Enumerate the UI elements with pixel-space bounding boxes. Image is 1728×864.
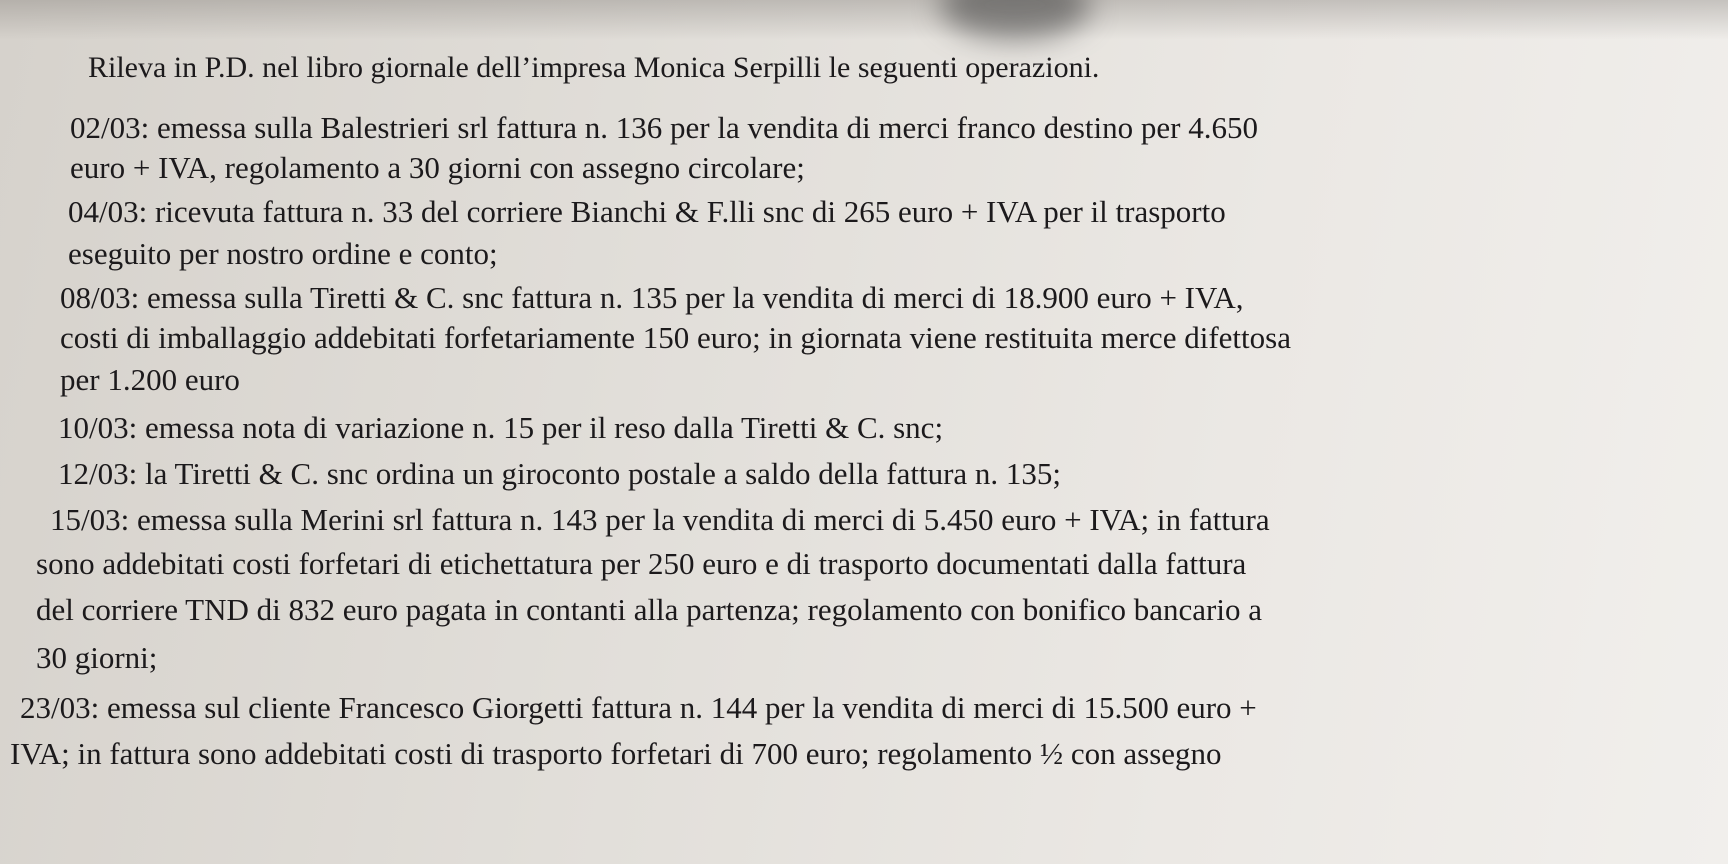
text-line: costi di imballaggio addebitati forfetariamente 150 euro; in giornata viene restituita merce difettosa bbox=[60, 320, 1291, 355]
text-line: 15/03: emessa sulla Merini srl fattura n. 143 per la vendita di merci di 5.450 euro + IVA; in fattura bbox=[50, 502, 1270, 537]
text-line: 02/03: emessa sulla Balestrieri srl fattura n. 136 per la vendita di merci franco destino per 4.650 bbox=[70, 110, 1258, 145]
text-line: sono addebitati costi forfetari di etichettatura per 250 euro e di trasporto documentati dalla fattura bbox=[36, 546, 1247, 581]
exercise-title: Rileva in P.D. nel libro giornale dell’impresa Monica Serpilli le seguenti operazioni. bbox=[88, 51, 1100, 84]
text-line: 23/03: emessa sul cliente Francesco Giorgetti fattura n. 144 per la vendita di merci di 15.500 euro + bbox=[20, 690, 1257, 725]
text-line: 04/03: ricevuta fattura n. 33 del corriere Bianchi & F.lli snc di 265 euro + IVA per il trasporto bbox=[68, 194, 1226, 229]
text-line: eseguito per nostro ordine e conto; bbox=[68, 236, 498, 271]
text-line: IVA; in fattura sono addebitati costi di trasporto forfetari di 700 euro; regolamento ½ con assegno bbox=[10, 736, 1222, 771]
text-line: 30 giorni; bbox=[36, 640, 158, 675]
text-line: 08/03: emessa sulla Tiretti & C. snc fattura n. 135 per la vendita di merci di 18.900 euro + IVA, bbox=[60, 280, 1244, 315]
text-line: per 1.200 euro bbox=[60, 362, 240, 397]
text-line: del corriere TND di 832 euro pagata in contanti alla partenza; regolamento con bonifico bancario a bbox=[36, 592, 1262, 627]
text-line: 12/03: la Tiretti & C. snc ordina un giroconto postale a saldo della fattura n. 135; bbox=[58, 456, 1062, 491]
page-shadow bbox=[0, 0, 1728, 40]
text-line: euro + IVA, regolamento a 30 giorni con assegno circolare; bbox=[70, 150, 805, 185]
text-line: 10/03: emessa nota di variazione n. 15 per il reso dalla Tiretti & C. snc; bbox=[58, 410, 944, 445]
